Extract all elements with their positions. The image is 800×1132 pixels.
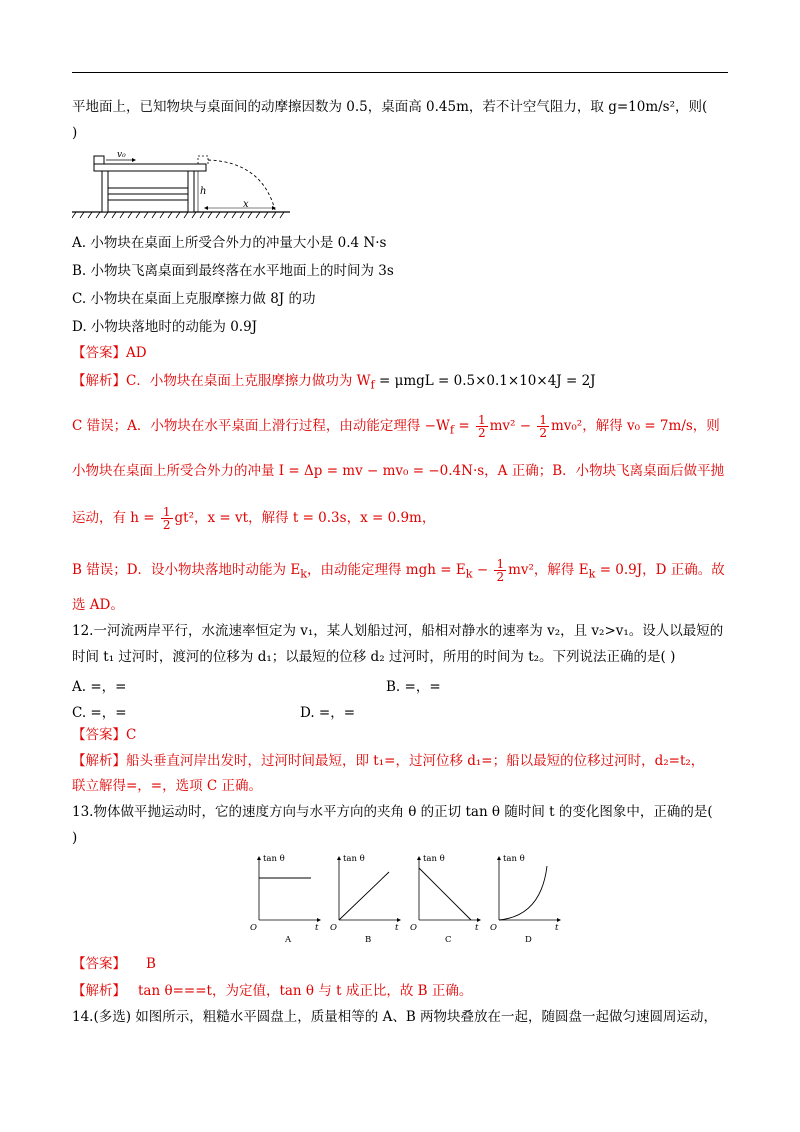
q13-graph-ylabel: tan θ bbox=[503, 854, 525, 864]
q13-graph-y-arrow bbox=[337, 856, 341, 860]
q12-stem-line2: 时间 t₁ 过河时，渡河的位移为 d₁；以最短的位移 d₂ 过河时，所用的时间为 t₂。下列说法正确的是( ) bbox=[72, 649, 676, 665]
q11-analysis-line5-tail: mv²，解得 E bbox=[508, 562, 589, 578]
q13-graph-label: C bbox=[445, 935, 452, 945]
q13-graph-curve bbox=[339, 872, 389, 920]
q11-analysis-line2-end: mv₀²，解得 v₀ = 7m/s，则 bbox=[550, 418, 720, 434]
q12-stem-line1: 12.一河流两岸平行，水流速率恒定为 v₁，某人划船过河，船相对静水的速率为 v₂，且 v₂>v₁。设人以最短的 bbox=[72, 623, 724, 639]
q13-graph-y-arrow bbox=[257, 856, 261, 860]
q13-analysis-tag: 【解析】 bbox=[72, 983, 126, 999]
q11-answer bbox=[72, 344, 147, 362]
q11-option-c: C. 小物块在桌面上克服摩擦力做 8J 的功 bbox=[72, 291, 316, 307]
q11-analysis-line3: 小物块在桌面上所受合外力的冲量 I = Δp = mv − mv₀ = −0.4N·s，A 正确；B．小物块飞离桌面后做平抛 bbox=[72, 463, 725, 479]
q12-analysis-line2: 联立解得=，=，选项 C 正确。 bbox=[72, 778, 263, 794]
q13-graph-origin: O bbox=[490, 923, 497, 933]
q11-analysis-line4 bbox=[72, 506, 435, 531]
q13-graph-curve bbox=[499, 866, 547, 920]
q11-fig-x-label: x bbox=[243, 199, 249, 210]
q11-analysis-tag: 【解析】 bbox=[72, 373, 126, 389]
q11-analysis-line5-sub1: k bbox=[300, 567, 308, 581]
q11-analysis-line5-frac-num: 1 bbox=[496, 557, 505, 571]
q12-option-b: B. =，= bbox=[386, 679, 441, 695]
q13-graphs bbox=[245, 850, 565, 945]
q11-analysis-line1-formula: = μmgL = 0.5×0.1×10×4J = 2J bbox=[374, 373, 596, 389]
q13-graph-label: A bbox=[285, 935, 292, 945]
q13-answer-value: B bbox=[146, 956, 156, 972]
q13-graph-a bbox=[245, 850, 325, 945]
q11-analysis-line1 bbox=[72, 372, 596, 395]
q13-graph-label: D bbox=[525, 935, 532, 945]
q11-analysis-line2-frac2-den: 2 bbox=[539, 426, 547, 440]
q11-analysis-line4-frac-num: 1 bbox=[162, 505, 171, 519]
q11-analysis-line4-frac bbox=[161, 506, 173, 531]
q13-graph-label: B bbox=[365, 935, 372, 945]
q11-analysis-line5-end: = 0.9J，D 正确。故 bbox=[595, 562, 725, 578]
q13-answer bbox=[72, 955, 156, 973]
q13-graph-y-arrow bbox=[417, 856, 421, 860]
q13-graph-ylabel: tan θ bbox=[423, 854, 445, 864]
q13-graph-d bbox=[485, 850, 565, 945]
q14-stem-line1: 14.(多选) 如图所示，粗糙水平圆盘上，质量相等的 A、B 两物块叠放在一起，随圆盘一起做匀速圆周运动， bbox=[72, 1009, 718, 1025]
q13-graph-xlabel: t bbox=[395, 923, 399, 933]
q13-graph-curve bbox=[419, 868, 471, 920]
q11-analysis-line2-mid: mv² − bbox=[489, 418, 536, 434]
q11-analysis-line2-sub: f bbox=[449, 423, 455, 437]
q11-analysis-line5-minus: − bbox=[472, 562, 493, 578]
q12-option-d: D. =，= bbox=[300, 705, 356, 721]
q11-table-figure bbox=[72, 150, 292, 220]
q11-fig-v0-label: v₀ bbox=[117, 150, 126, 160]
q11-analysis-line1-text: C．小物块在桌面上克服摩擦力做功为 W bbox=[126, 373, 371, 389]
q11-analysis-line5-text: B 错误；D．设小物块落地时动能为 E bbox=[72, 562, 301, 578]
q13-graph-xlabel: t bbox=[555, 923, 559, 933]
q11-option-b: B. 小物块飞离桌面到最终落在水平地面上的时间为 3s bbox=[72, 263, 394, 279]
q11-analysis-line2-frac1-num: 1 bbox=[477, 413, 486, 427]
q13-graph-x-arrow bbox=[557, 918, 561, 922]
q11-stem-line2: ) bbox=[72, 125, 78, 141]
q11-analysis-line2 bbox=[72, 414, 720, 440]
q13-graph-y-arrow bbox=[497, 856, 501, 860]
q12-option-c: C. =，= bbox=[72, 705, 127, 721]
q13-analysis-text: tan θ===t，为定值，tan θ 与 t 成正比，故 B 正确。 bbox=[138, 983, 473, 999]
q13-graph-origin: O bbox=[250, 923, 257, 933]
q13-graph-b bbox=[325, 850, 405, 945]
q12-analysis-tag: 【解析】 bbox=[72, 753, 126, 769]
q13-stem-line2: ) bbox=[72, 830, 78, 846]
q11-analysis-line4-end: gt²，x = vt，解得 t = 0.3s，x = 0.9m， bbox=[174, 510, 436, 526]
q11-option-a: A. 小物块在桌面上所受合外力的冲量大小是 0.4 N·s bbox=[72, 235, 387, 251]
q11-answer-tag: 【答案】 bbox=[72, 345, 126, 361]
q11-analysis-line5 bbox=[72, 558, 725, 584]
q11-analysis-line5-mid: ，由动能定理得 mgh = E bbox=[307, 562, 466, 578]
q13-graph-ylabel: tan θ bbox=[263, 854, 285, 864]
q13-graph-x-arrow bbox=[397, 918, 401, 922]
q13-graph-origin: O bbox=[330, 923, 337, 933]
q13-answer-tag: 【答案】 bbox=[72, 956, 126, 972]
q11-option-d: D. 小物块落地时的动能为 0.9J bbox=[72, 319, 258, 335]
q13-graph-ylabel: tan θ bbox=[343, 854, 365, 864]
q12-answer-tag: 【答案】 bbox=[72, 727, 126, 743]
q12-analysis-line1 bbox=[72, 752, 704, 770]
q13-graph-x-arrow bbox=[477, 918, 481, 922]
q13-stem-line1: 13.物体做平抛运动时，它的速度方向与水平方向的夹角 θ 的正切 tan θ 随时间 t 的变化图象中，正确的是( bbox=[72, 804, 713, 820]
q12-option-a: A. =，= bbox=[72, 679, 127, 695]
q13-graph-x-arrow bbox=[317, 918, 321, 922]
q12-answer-value: C bbox=[126, 727, 137, 743]
q11-analysis-line2-text: C 错误；A．小物块在水平桌面上滑行过程，由动能定理得 −W bbox=[72, 418, 450, 434]
q13-graph-xlabel: t bbox=[315, 923, 319, 933]
q11-analysis-line5-frac bbox=[494, 558, 506, 583]
q11-analysis-line2-eq: = bbox=[454, 418, 474, 434]
q11-analysis-line5-frac-den: 2 bbox=[496, 570, 505, 584]
q11-analysis-line4-frac-den: 2 bbox=[162, 518, 171, 532]
q13-graph-c bbox=[405, 850, 485, 945]
q11-stem-line1: 平地面上，已知物块与桌面间的动摩擦因数为 0.5，桌面高 0.45m，若不计空气阻力，取 g=10m/s²，则( bbox=[72, 99, 708, 115]
q11-analysis-line5-sub2: k bbox=[465, 567, 473, 581]
q11-analysis-line4-text: 运动，有 h = bbox=[72, 510, 159, 526]
q11-analysis-line6: 选 AD。 bbox=[72, 597, 124, 613]
q11-analysis-line5-sub3: k bbox=[588, 567, 596, 581]
q11-analysis-line2-frac1 bbox=[476, 414, 488, 439]
q11-analysis-line1-sub: f bbox=[370, 378, 375, 392]
q11-analysis-line2-frac1-den: 2 bbox=[477, 426, 486, 440]
q13-graph-xlabel: t bbox=[475, 923, 479, 933]
q12-answer bbox=[72, 726, 136, 744]
header-rule bbox=[72, 72, 728, 73]
q13-analysis bbox=[72, 982, 472, 1000]
q12-analysis-text1: 船头垂直河岸出发时，过河时间最短，即 t₁=，过河位移 d₁=；船以最短的位移过河时，d₂=t₂， bbox=[126, 753, 705, 769]
q11-fig-h-label: h bbox=[200, 186, 207, 197]
q11-analysis-line2-frac2 bbox=[537, 414, 549, 439]
q11-answer-value: AD bbox=[126, 345, 147, 361]
q13-graph-origin: O bbox=[410, 923, 417, 933]
q11-analysis-line2-frac2-num: 1 bbox=[539, 413, 547, 427]
